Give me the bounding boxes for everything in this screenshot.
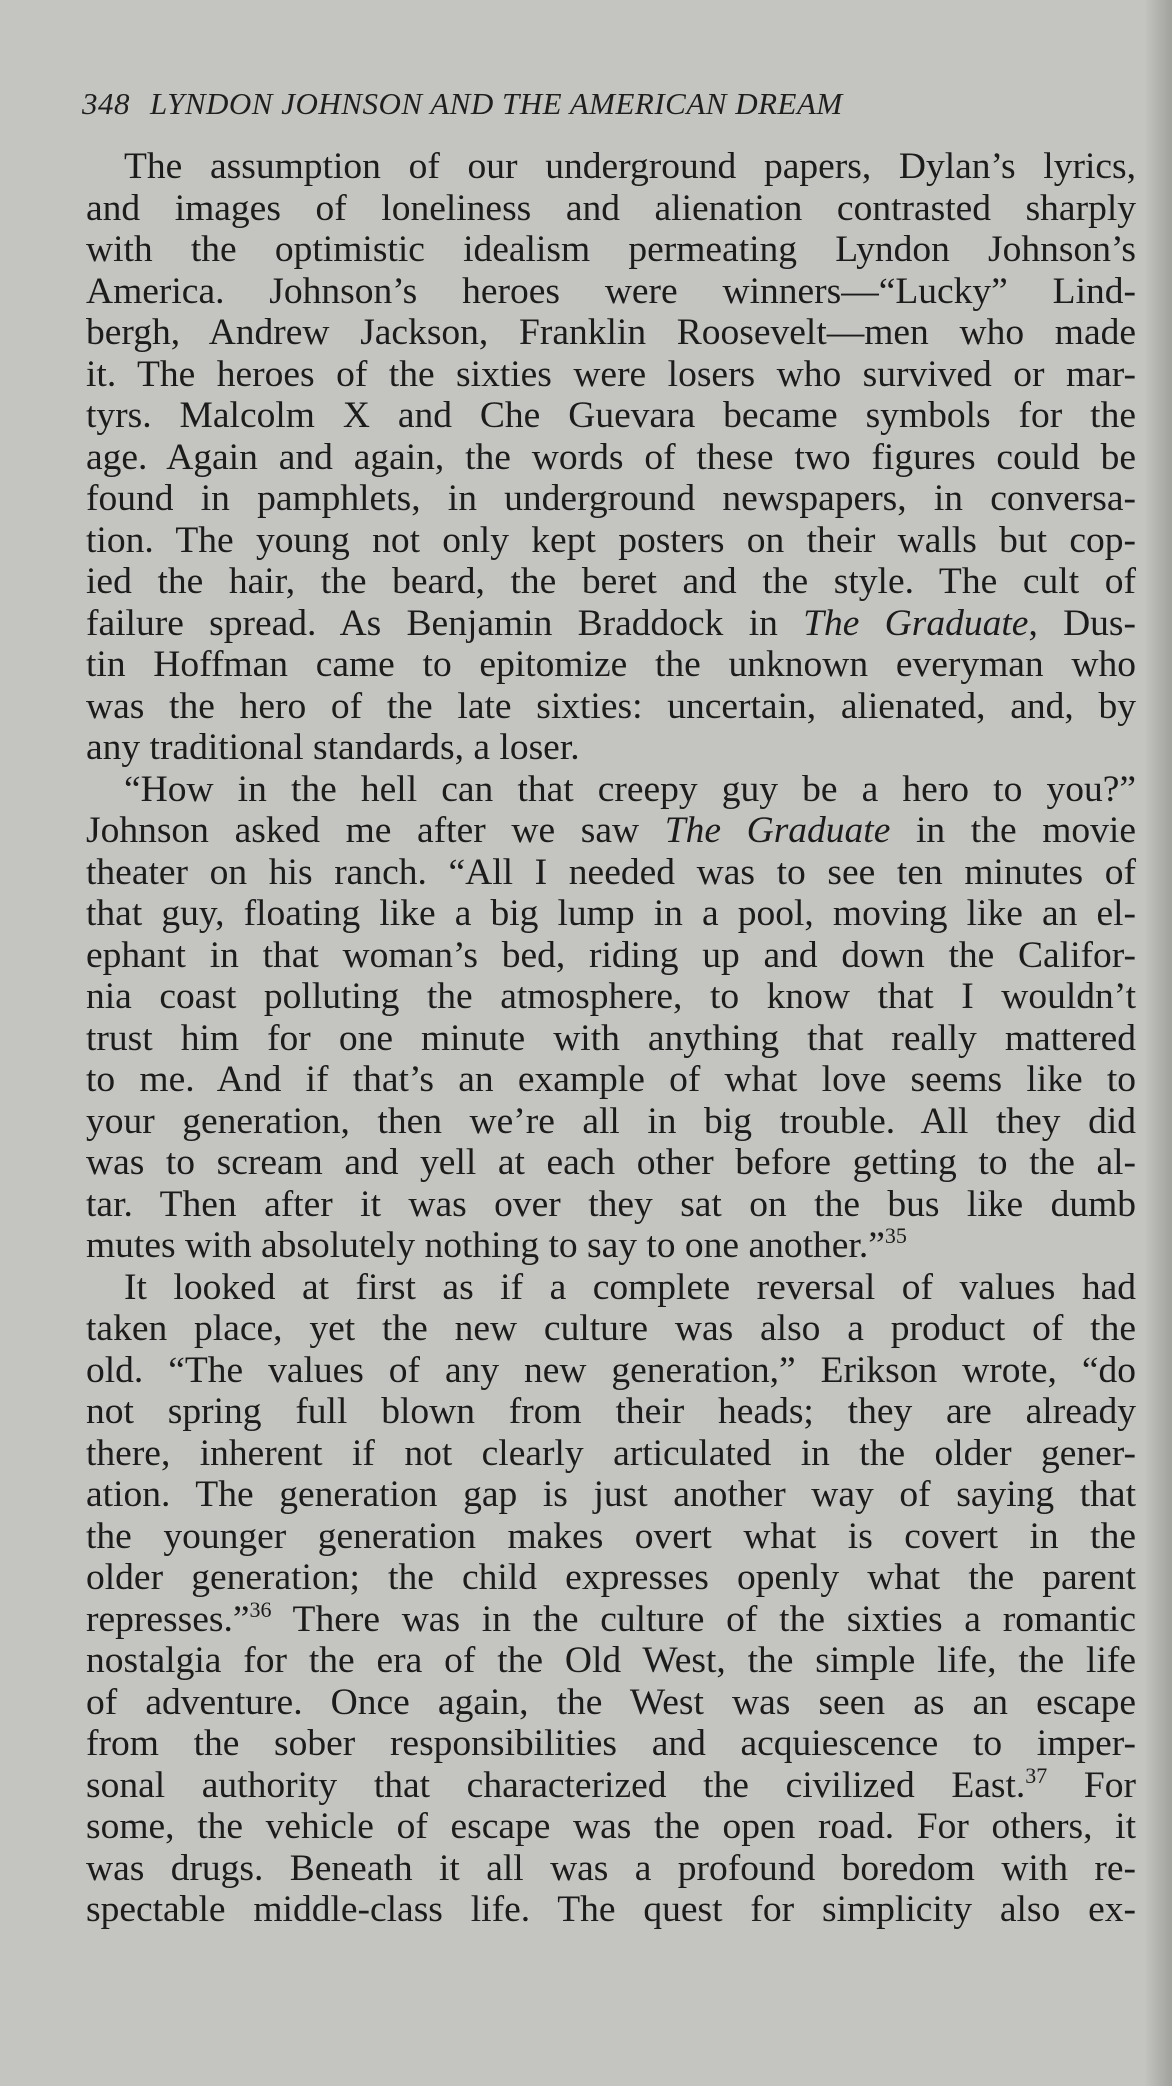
text-line: to me. And if that’s an example of what love seems like to bbox=[86, 1059, 1136, 1100]
text-line: was the hero of the late sixties: uncertain, alienated, and, by bbox=[86, 685, 1136, 727]
text-line: Johnson asked me after we saw The Graduate in the movie bbox=[86, 810, 1136, 851]
text-line: America. Johnson’s heroes were winners—“Lucky” Lind- bbox=[86, 270, 1136, 312]
text-line: sonal authority that characterized the civilized East.$^{37}$ For bbox=[86, 1762, 1136, 1806]
text-line: “How in the hell can that creepy guy be a hero to you?” bbox=[124, 768, 1136, 810]
text-line: trust him for one minute with anything that really mattered bbox=[86, 1017, 1136, 1059]
text-line: failure spread. As Benjamin Braddock in The Graduate, Dus- bbox=[86, 602, 1137, 644]
text-line: some, the vehicle of escape was the open road. For others, it bbox=[86, 1806, 1136, 1847]
text-line: any traditional standards, a loser. bbox=[86, 727, 580, 768]
text-line: mutes with absolutely nothing to say to one another.”$^{35}$ bbox=[86, 1223, 907, 1266]
text-line: your generation, then we’re all in big trouble. All they did bbox=[86, 1100, 1136, 1142]
text-line: that guy, floating like a big lump in a pool, moving like an el- bbox=[86, 893, 1136, 934]
text-line: there, inherent if not clearly articulated in the older gener- bbox=[86, 1432, 1136, 1474]
text-line: bergh, Andrew Jackson, Franklin Roosevelt—men who made bbox=[86, 312, 1136, 353]
body-text bbox=[86, 146, 1136, 1931]
text-line: taken place, yet the new culture was also a product of the bbox=[86, 1308, 1136, 1349]
text-line: The assumption of our underground papers, Dylan’s lyrics, bbox=[124, 146, 1136, 187]
text-line: it. The heroes of the sixties were losers who survived or mar- bbox=[86, 353, 1136, 395]
text-line: tyrs. Malcolm X and Che Guevara became symbols for the bbox=[86, 395, 1136, 436]
text-line: theater on his ranch. “All I needed was to see ten minutes of bbox=[86, 851, 1136, 893]
text-line: tar. Then after it was over they sat on the bus like dumb bbox=[86, 1183, 1136, 1225]
text-line: age. Again and again, the words of these two figures could be bbox=[86, 436, 1136, 478]
text-line: ied the hair, the beard, the beret and the style. The cult of bbox=[86, 561, 1136, 602]
text-line: found in pamphlets, in underground newspapers, in conversa- bbox=[86, 478, 1136, 519]
text-line: tin Hoffman came to epitomize the unknown everyman who bbox=[86, 644, 1136, 685]
text-line: tion. The young not only kept posters on their walls but cop- bbox=[86, 519, 1136, 561]
text-line: represses.”$^{36}$ There was in the culture of the sixties a romantic bbox=[86, 1596, 1136, 1640]
text-line: spectable middle-class life. The quest for simplicity also ex- bbox=[86, 1889, 1136, 1930]
text-line: not spring full blown from their heads; they are already bbox=[86, 1391, 1136, 1432]
text-line: ation. The generation gap is just another way of saying that bbox=[86, 1474, 1136, 1515]
text-line: old. “The values of any new generation,” Erikson wrote, “do bbox=[86, 1349, 1136, 1391]
text-line: nia coast polluting the atmosphere, to know that I wouldn’t bbox=[86, 976, 1136, 1017]
text-line: was to scream and yell at each other before getting to the al- bbox=[86, 1142, 1136, 1183]
text-line: older generation; the child expresses openly what the parent bbox=[86, 1557, 1136, 1598]
text-line: ephant in that woman’s bed, riding up and down the Califor- bbox=[86, 934, 1136, 976]
text-line: the younger generation makes overt what is covert in the bbox=[86, 1515, 1136, 1557]
text-line: with the optimistic idealism permeating Lyndon Johnson’s bbox=[86, 229, 1136, 270]
page-number: 348 bbox=[82, 86, 130, 121]
running-title: LYNDON JOHNSON AND THE AMERICAN DREAM bbox=[150, 86, 843, 121]
text-line: of adventure. Once again, the West was seen as an escape bbox=[86, 1681, 1136, 1723]
text-line: and images of loneliness and alienation contrasted sharply bbox=[86, 187, 1136, 229]
running-header bbox=[82, 86, 843, 122]
text-line: nostalgia for the era of the Old West, the simple life, the life bbox=[86, 1640, 1136, 1681]
text-line: from the sober responsibilities and acquiescence to imper- bbox=[86, 1723, 1136, 1764]
text-line: It looked at first as if a complete reversal of values had bbox=[124, 1266, 1136, 1308]
text-line: was drugs. Beneath it all was a profound boredom with re- bbox=[86, 1847, 1136, 1889]
